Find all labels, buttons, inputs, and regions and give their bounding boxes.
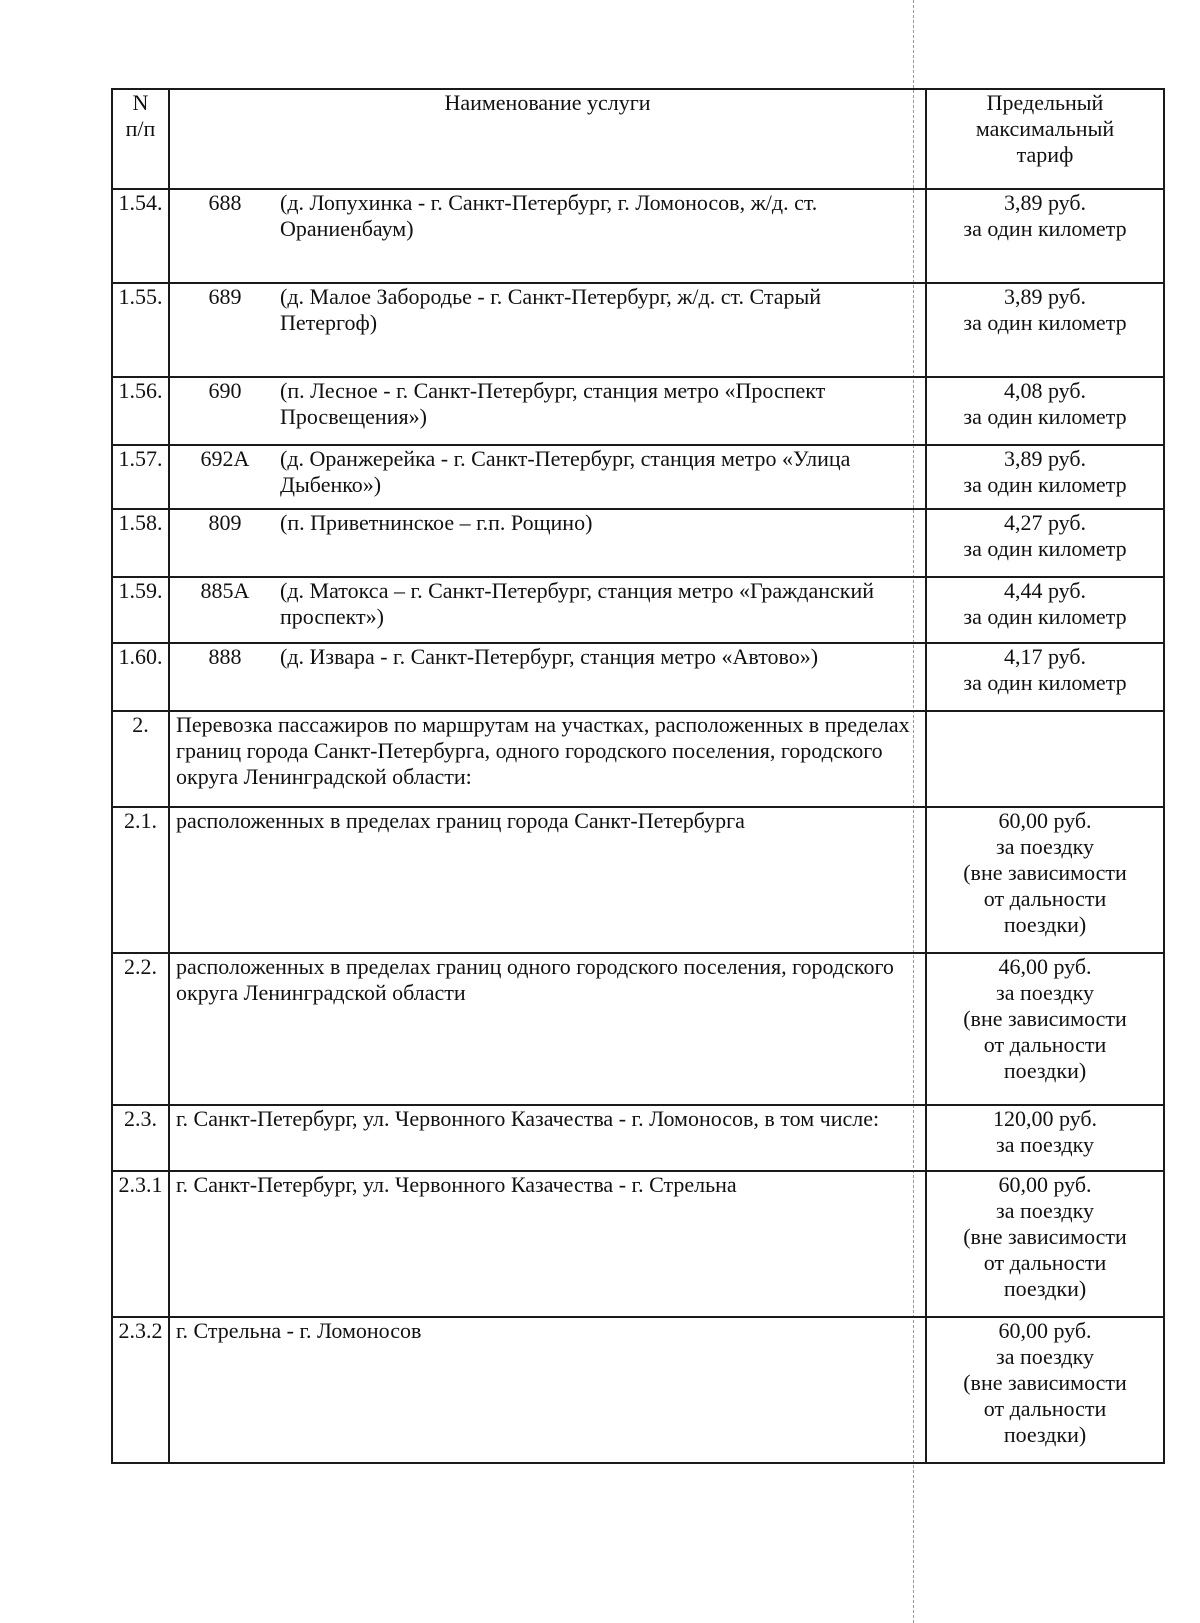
row-service — [169, 1317, 926, 1463]
table-row — [112, 953, 1164, 1105]
row-service — [169, 577, 926, 643]
route-number: 692А — [200, 446, 250, 471]
row-number: 1.54. — [112, 189, 169, 283]
tariff-line: поездки) — [1003, 1276, 1087, 1301]
tariff-line: (вне зависимости — [963, 860, 1127, 885]
route-number: 688 — [208, 190, 242, 215]
route-description: (д. Матокса – г. Санкт-Петербург, станция метро «Гражданский проспект») — [280, 578, 875, 629]
tariff-line: за один километр — [963, 216, 1127, 241]
tariff-line: за один километр — [963, 670, 1127, 695]
row-tariff — [926, 953, 1164, 1105]
row-tariff — [926, 377, 1164, 445]
tariff-line: (вне зависимости — [963, 1370, 1127, 1395]
row-service — [169, 1105, 926, 1171]
tariff-line: за поездку — [996, 980, 1094, 1005]
row-service — [169, 445, 926, 509]
table-row — [112, 577, 1164, 643]
service-description: г. Санкт-Петербург, ул. Червонного Казачества - г. Стрельна — [176, 1172, 737, 1197]
tariff-line: 3,89 руб. — [1003, 284, 1087, 309]
route-number: 690 — [208, 378, 242, 403]
tariff-line: поездки) — [1003, 1058, 1087, 1083]
row-number: 1.55. — [112, 283, 169, 377]
table-header-row — [112, 89, 1164, 189]
tariff-line: за один километр — [963, 472, 1127, 497]
tariff-line: за один километр — [963, 604, 1127, 629]
tariff-line: за один километр — [963, 536, 1127, 561]
row-number: 2.3.2 — [112, 1317, 169, 1463]
table-row — [112, 643, 1164, 711]
table-row — [112, 807, 1164, 953]
tariff-line: (вне зависимости — [963, 1006, 1127, 1031]
row-service — [169, 283, 926, 377]
route-description: (д. Лопухинка - г. Санкт-Петербург, г. Ломоносов, ж/д. ст. Ораниенбаум) — [280, 190, 818, 241]
tariff-line: 4,17 руб. — [1003, 644, 1087, 669]
header-number-line: N — [132, 90, 149, 115]
table-row — [112, 283, 1164, 377]
table-row — [112, 189, 1164, 283]
row-service — [169, 1171, 926, 1317]
header-number — [112, 89, 169, 189]
route-description: (д. Извара - г. Санкт-Петербург, станция метро «Автово») — [280, 644, 819, 669]
tariff-line: 60,00 руб. — [998, 808, 1092, 833]
table-row — [112, 1171, 1164, 1317]
route-number: 885А — [200, 578, 250, 603]
tariff-table — [111, 88, 1165, 1464]
row-tariff — [926, 643, 1164, 711]
tariff-line: от дальности — [983, 1250, 1107, 1275]
row-service — [169, 377, 926, 445]
tariff-line: поездки) — [1003, 1422, 1087, 1447]
header-number-line: п/п — [125, 116, 156, 141]
header-tariff-line: максимальный — [975, 116, 1115, 141]
row-tariff — [926, 577, 1164, 643]
table-row — [112, 445, 1164, 509]
tariff-line: 3,89 руб. — [1003, 190, 1087, 215]
tariff-line: за один километр — [963, 310, 1127, 335]
tariff-line: за поездку — [996, 834, 1094, 859]
tariff-line: 4,08 руб. — [1003, 378, 1087, 403]
row-number: 2. — [112, 711, 169, 807]
route-number: 689 — [208, 284, 242, 309]
row-number: 1.58. — [112, 509, 169, 577]
row-service — [169, 643, 926, 711]
header-tariff-line: Предельный — [986, 90, 1104, 115]
tariff-line: 60,00 руб. — [998, 1318, 1092, 1343]
route-description: (д. Малое Забородье - г. Санкт-Петербург, ж/д. ст. Старый Петергоф) — [280, 284, 822, 335]
header-max-tariff — [926, 89, 1164, 189]
service-description: г. Санкт-Петербург, ул. Червонного Казачества - г. Ломоносов, в том числе: — [176, 1106, 880, 1131]
tariff-line: поездки) — [1003, 912, 1087, 937]
row-tariff — [926, 509, 1164, 577]
tariff-line: от дальности — [983, 886, 1107, 911]
row-number: 1.56. — [112, 377, 169, 445]
route-description: (п. Лесное - г. Санкт-Петербург, станция метро «Проспект Просвещения») — [280, 378, 826, 429]
row-tariff — [926, 1317, 1164, 1463]
row-tariff — [926, 445, 1164, 509]
row-service — [169, 807, 926, 953]
row-tariff — [926, 1171, 1164, 1317]
tariff-line: за поездку — [996, 1198, 1094, 1223]
tariff-line: (вне зависимости — [963, 1224, 1127, 1249]
tariff-line: за поездку — [996, 1132, 1094, 1157]
row-tariff — [926, 189, 1164, 283]
route-description: (д. Оранжерейка - г. Санкт-Петербург, станция метро «Улица Дыбенко») — [280, 446, 851, 497]
tariff-line: 120,00 руб. — [992, 1106, 1098, 1131]
table-row — [112, 509, 1164, 577]
row-number: 1.60. — [112, 643, 169, 711]
route-description: (п. Приветнинское – г.п. Рощино) — [280, 510, 593, 535]
row-number: 1.59. — [112, 577, 169, 643]
row-tariff — [926, 283, 1164, 377]
row-number: 2.2. — [112, 953, 169, 1105]
tariff-line: 46,00 руб. — [998, 954, 1092, 979]
table-row — [112, 1317, 1164, 1463]
row-number: 2.3.1 — [112, 1171, 169, 1317]
row-tariff — [926, 711, 1164, 807]
route-number: 809 — [208, 510, 242, 535]
service-description: г. Стрельна - г. Ломоносов — [176, 1318, 422, 1343]
table-row — [112, 377, 1164, 445]
row-number: 1.57. — [112, 445, 169, 509]
service-description: Перевозка пассажиров по маршрутам на участках, расположенных в пределах границ города Санкт-Петербурга, одного городского поселения, городского округа Ленинградской области: — [176, 712, 910, 789]
row-service — [169, 953, 926, 1105]
service-description: расположенных в пределах границ города Санкт-Петербурга — [176, 808, 745, 833]
tariff-line: от дальности — [983, 1396, 1107, 1421]
row-tariff — [926, 1105, 1164, 1171]
header-tariff-line: тариф — [1016, 142, 1074, 167]
row-number: 2.3. — [112, 1105, 169, 1171]
table-row — [112, 711, 1164, 807]
row-tariff — [926, 807, 1164, 953]
tariff-line: 4,27 руб. — [1003, 510, 1087, 535]
table-row — [112, 1105, 1164, 1171]
route-number: 888 — [208, 644, 242, 669]
tariff-line: 4,44 руб. — [1003, 578, 1087, 603]
header-service-name: Наименование услуги — [169, 89, 926, 189]
tariff-line: 3,89 руб. — [1003, 446, 1087, 471]
tariff-line: за один километр — [963, 404, 1127, 429]
tariff-line: от дальности — [983, 1032, 1107, 1057]
row-service — [169, 711, 926, 807]
row-number: 2.1. — [112, 807, 169, 953]
row-service — [169, 189, 926, 283]
tariff-line: 60,00 руб. — [998, 1172, 1092, 1197]
service-description: расположенных в пределах границ одного городского поселения, городского округа Ленинградской области — [176, 954, 894, 1005]
tariff-line: за поездку — [996, 1344, 1094, 1369]
row-service — [169, 509, 926, 577]
